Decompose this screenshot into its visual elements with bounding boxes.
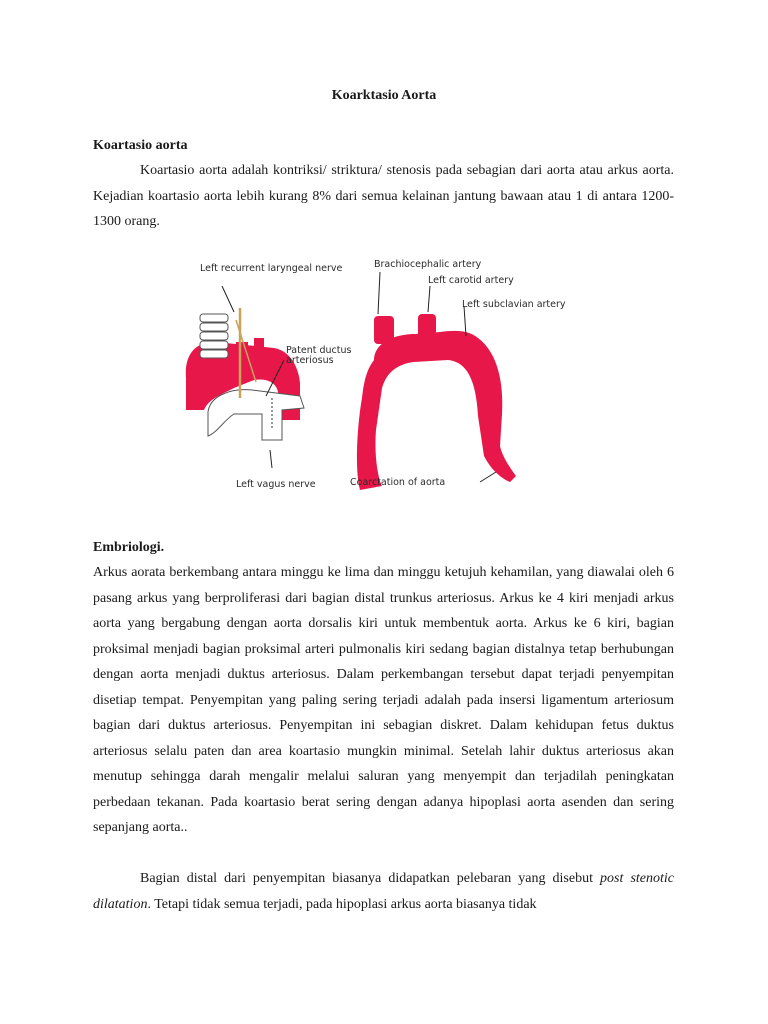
label-left-subclavian: Left subclavian artery [462, 299, 566, 310]
label-left-vagus-nerve: Left vagus nerve [236, 479, 316, 490]
paragraph-embriologi: Arkus aorata berkembang antara minggu ke lima dan minggu ketujuh kehamilan, yang diawalai oleh 6 pasang arkus yang berproliferasi dari bagian distal trunkus arteriosus. Arkus ke 4 kiri menjadi arkus aorta yang bergabung dengan aorta dorsalis kiri untuk membentuk aorta. Arkus ke 6 kiri, bagian proksimal menjadi bagian proksimal arteri pulmonalis kiri sedang bagian distalnya tetap berhubungan dengan aorta menjadi duktus arteriosus. Dalam perkembangan tersebut dapat terjadi penyempitan disetiap tempat. Penyempitan yang paling sering terjadi adalah pada insersi ligamentum arteriosum bagian dari duktus arteriosus. Penyempitan ini sebagian diskret. Dalam kehidupan fetus duktus arteriosus selalu paten dan area koartasio mungkin minimal. Setelah lahir duktus arteriosus akan menutup sehingga darah mengalir melalui saluran yang menyempit dan terjadilah peningkatan perbedaan tekanan. Pada koartasio berat sering dengan adanya hipoplasi aorta asenden dan sering sepanjang aorta.. [93, 565, 674, 835]
paragraph-dilatation-end: . Tetapi tidak semua terjadi, pada hipoplasi arkus aorta biasanya tidak [147, 896, 537, 912]
paragraph-koartasio-definition: Koartasio aorta adalah kontriksi/ striktura/ stenosis pada sebagian dari aorta atau arkus aorta. Kejadian koartasio aorta lebih kurang 8% dari semua kelainan jantung bawaan atau 1 di antara 1200-1300 orang. [93, 163, 674, 229]
paragraph-dilatation-start: Bagian distal dari penyempitan biasanya didapatkan pelebaran yang disebut [140, 871, 601, 886]
paragraph-dilatation-term: post stenotic dilatation [93, 871, 674, 912]
coarctation-figure [178, 250, 590, 512]
left-aorta-illustration [186, 286, 304, 468]
label-coarctation: Coarctation of aorta [350, 477, 446, 488]
section-heading-embriologi: Embriologi. [93, 540, 165, 555]
aorta-diagram [178, 250, 590, 512]
page-title: Koarktasio Aorta [331, 88, 437, 103]
label-left-recurrent-nerve: Left recurrent laryngeal nerve [200, 263, 343, 274]
label-left-carotid: Left carotid artery [428, 275, 514, 286]
label-brachiocephalic: Brachiocephalic artery [374, 259, 482, 270]
label-patent-ductus: Patent ductus arteriosus [286, 345, 352, 366]
paragraph-dilatation [93, 866, 674, 917]
section-heading-koartasio: Koartasio aorta [93, 138, 188, 153]
